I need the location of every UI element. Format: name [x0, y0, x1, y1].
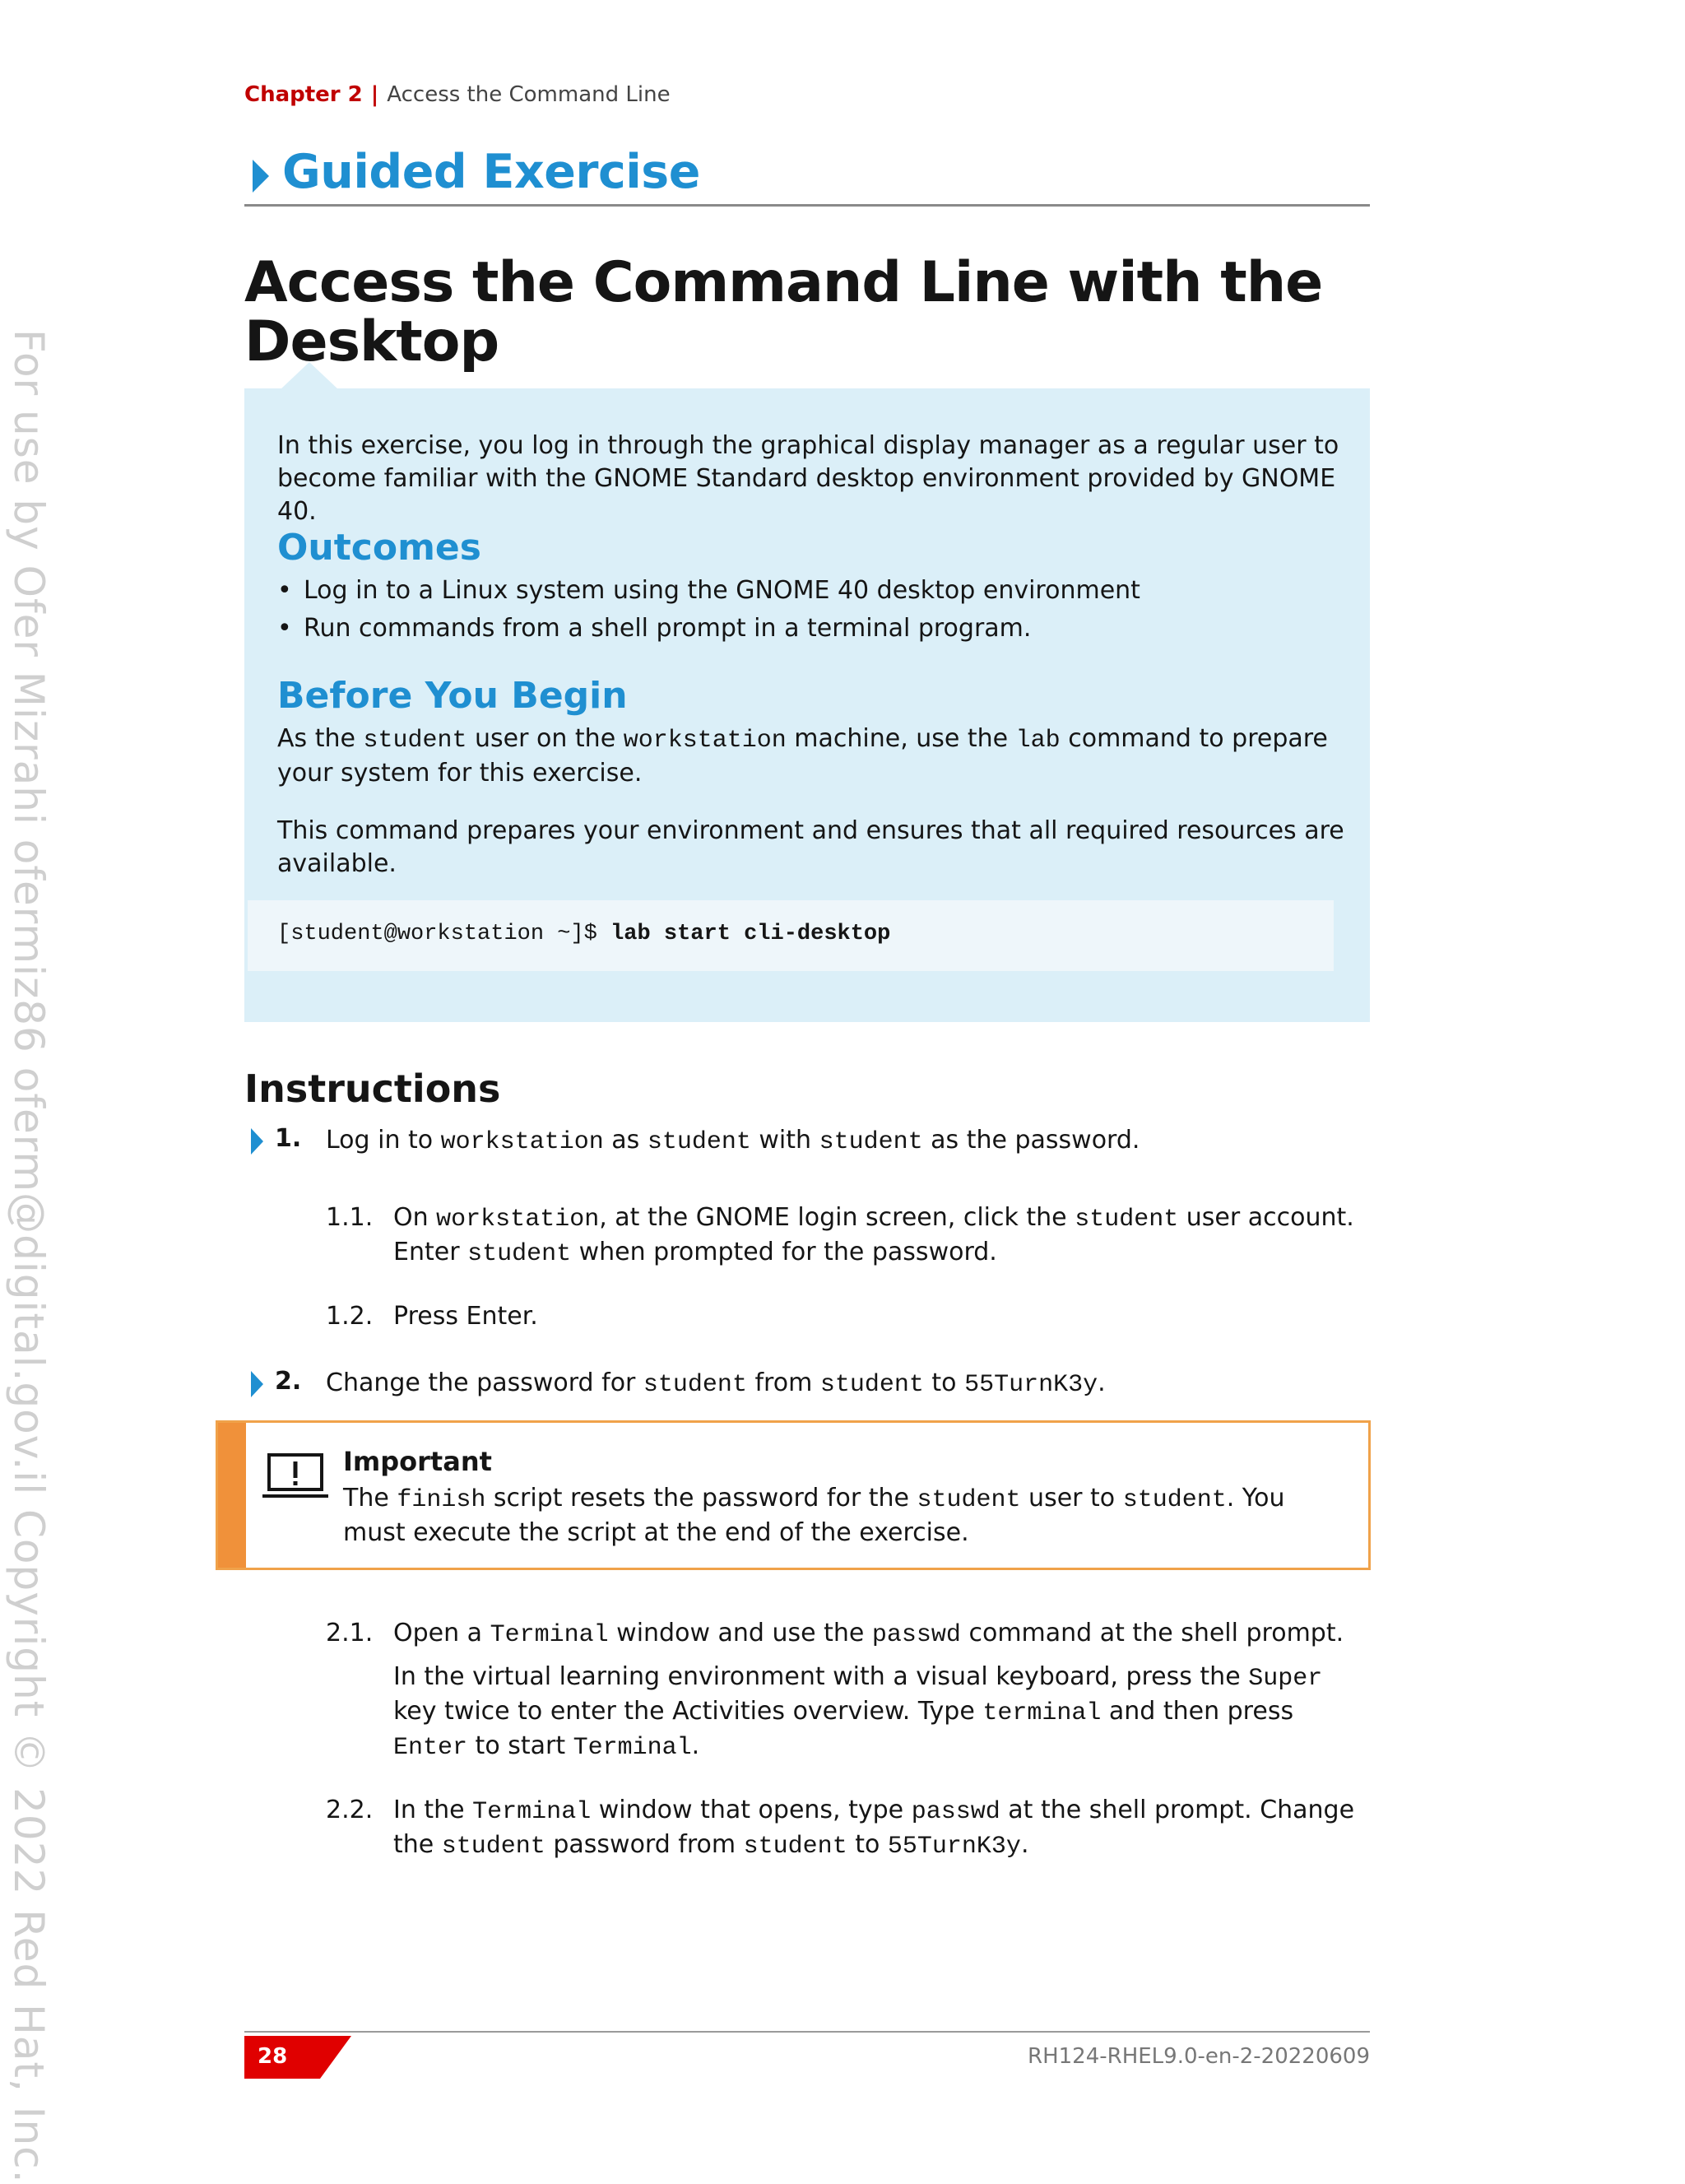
- code-line: [277, 922, 890, 946]
- shell-command: lab start cli-desktop: [610, 922, 891, 946]
- inline-code: Enter: [393, 1734, 468, 1762]
- shell-prompt: [student@workstation ~]$: [277, 922, 611, 946]
- inline-code: Super: [1248, 1665, 1323, 1693]
- substep-text: Press Enter.: [393, 1302, 538, 1331]
- outcome-text: Run commands from a shell prompt in a terminal program.: [304, 614, 1032, 643]
- substep-text: Open a Terminal window and use the passwd command at the shell prompt.: [393, 1619, 1344, 1649]
- inline-code: 55TurnK3y: [887, 1833, 1021, 1861]
- inline-code: finish: [397, 1486, 486, 1514]
- inline-code: student: [743, 1833, 847, 1861]
- code-block[interactable]: [248, 900, 1334, 971]
- inline-code: Terminal: [472, 1798, 592, 1826]
- important-text: The finish script resets the password for the student user to student. You must execute the script at the end of the exercise.: [343, 1484, 1285, 1547]
- inline-code: student: [1122, 1486, 1227, 1514]
- inline-code: 55TurnK3y: [964, 1371, 1098, 1399]
- inline-code: workstation: [623, 727, 787, 755]
- step-text: Log in to workstation as student with student as the password.: [326, 1126, 1140, 1156]
- instructions-heading: Instructions: [244, 1066, 501, 1111]
- bullet-icon: •: [277, 576, 292, 605]
- list-item: [277, 574, 1140, 607]
- before-paragraph-2: This command prepares your environment and ensures that all required resources are available.: [277, 816, 1344, 878]
- admonition-bar: [218, 1423, 246, 1568]
- running-header: [244, 82, 671, 107]
- inline-code: student: [363, 727, 467, 755]
- step-number: 2.: [275, 1367, 302, 1396]
- intro-paragraph: In this exercise, you log in through the graphical display manager as a regular user to become familiar with the GNOME Standard desktop environment provided by GNOME 40.: [277, 431, 1339, 526]
- key-label: Enter: [466, 1302, 531, 1331]
- inline-code: terminal: [982, 1699, 1102, 1727]
- inline-code: student: [819, 1371, 924, 1399]
- laptop-warning-icon: [261, 1452, 330, 1502]
- inline-code: student: [441, 1833, 545, 1861]
- inline-code: student: [819, 1128, 923, 1156]
- guided-exercise-banner: [244, 145, 1370, 207]
- chapter-title: Access the Command Line: [387, 82, 671, 107]
- inline-code: student: [1075, 1206, 1179, 1234]
- inline-code: workstation: [440, 1128, 604, 1156]
- inline-code: passwd: [871, 1621, 961, 1649]
- outcome-text: Log in to a Linux system using the GNOME 40 desktop environment: [304, 576, 1140, 605]
- substep-number: 1.1.: [326, 1203, 374, 1232]
- emphasis: Activities: [672, 1697, 786, 1726]
- header-separator: |: [370, 82, 379, 107]
- intro-box: [244, 388, 1370, 1022]
- page-title: Access the Command Line with the Desktop: [244, 250, 1323, 374]
- page-number: 28: [258, 2044, 288, 2069]
- chapter-label: Chapter 2: [244, 82, 363, 107]
- triangle-right-icon: [251, 1128, 263, 1155]
- triangle-right-icon: [251, 1371, 263, 1397]
- inline-code: workstation: [436, 1206, 600, 1234]
- inline-code: student: [917, 1486, 1021, 1514]
- substep-number: 2.2.: [326, 1796, 374, 1824]
- bullet-icon: •: [277, 614, 292, 643]
- substep-number: 2.1.: [326, 1619, 374, 1647]
- inline-code: student: [643, 1371, 747, 1399]
- callout-notch: [280, 362, 339, 390]
- guided-exercise-heading: Guided Exercise: [282, 145, 700, 199]
- triangle-right-icon: [253, 160, 269, 193]
- outcomes-heading: Outcomes: [277, 527, 481, 569]
- important-heading: Important: [343, 1446, 492, 1477]
- document-id: RH124-RHEL9.0-en-2-20220609: [1028, 2044, 1370, 2069]
- important-admonition: [216, 1420, 1371, 1570]
- step-number: 1.: [275, 1124, 302, 1153]
- step-text: Change the password for student from student to 55TurnK3y.: [326, 1368, 1106, 1399]
- before-you-begin-heading: Before You Begin: [277, 675, 628, 717]
- footer-rule: [244, 2031, 1370, 2033]
- inline-code: student: [467, 1240, 572, 1268]
- substep-number: 1.2.: [326, 1302, 374, 1331]
- side-watermark: For use by Ofer Mizrahi ofermiz86 oferm@digital.gov.il Copyright © 2022 Red Hat, Inc.: [5, 329, 53, 2184]
- inline-code: Terminal: [573, 1734, 692, 1762]
- inline-code: student: [647, 1128, 751, 1156]
- substep-paragraph: In the virtual learning environment with a visual keyboard, press the Super key twice to enter the Activities overview. Type terminal and then press Enter to start Terminal.: [393, 1662, 1323, 1762]
- inline-code: passwd: [911, 1798, 1000, 1826]
- list-item: [277, 612, 1031, 645]
- substep-text: In the Terminal window that opens, type passwd at the shell prompt. Change the student password from student to 55TurnK3y.: [393, 1796, 1355, 1861]
- substep-text: On workstation, at the GNOME login screen, click the student user account. Enter student when prompted for the password.: [393, 1203, 1354, 1268]
- inline-code: lab: [1015, 727, 1061, 755]
- inline-code: Terminal: [490, 1621, 609, 1649]
- before-paragraph-1: As the student user on the workstation machine, use the lab command to prepare your system for this exercise.: [277, 724, 1328, 788]
